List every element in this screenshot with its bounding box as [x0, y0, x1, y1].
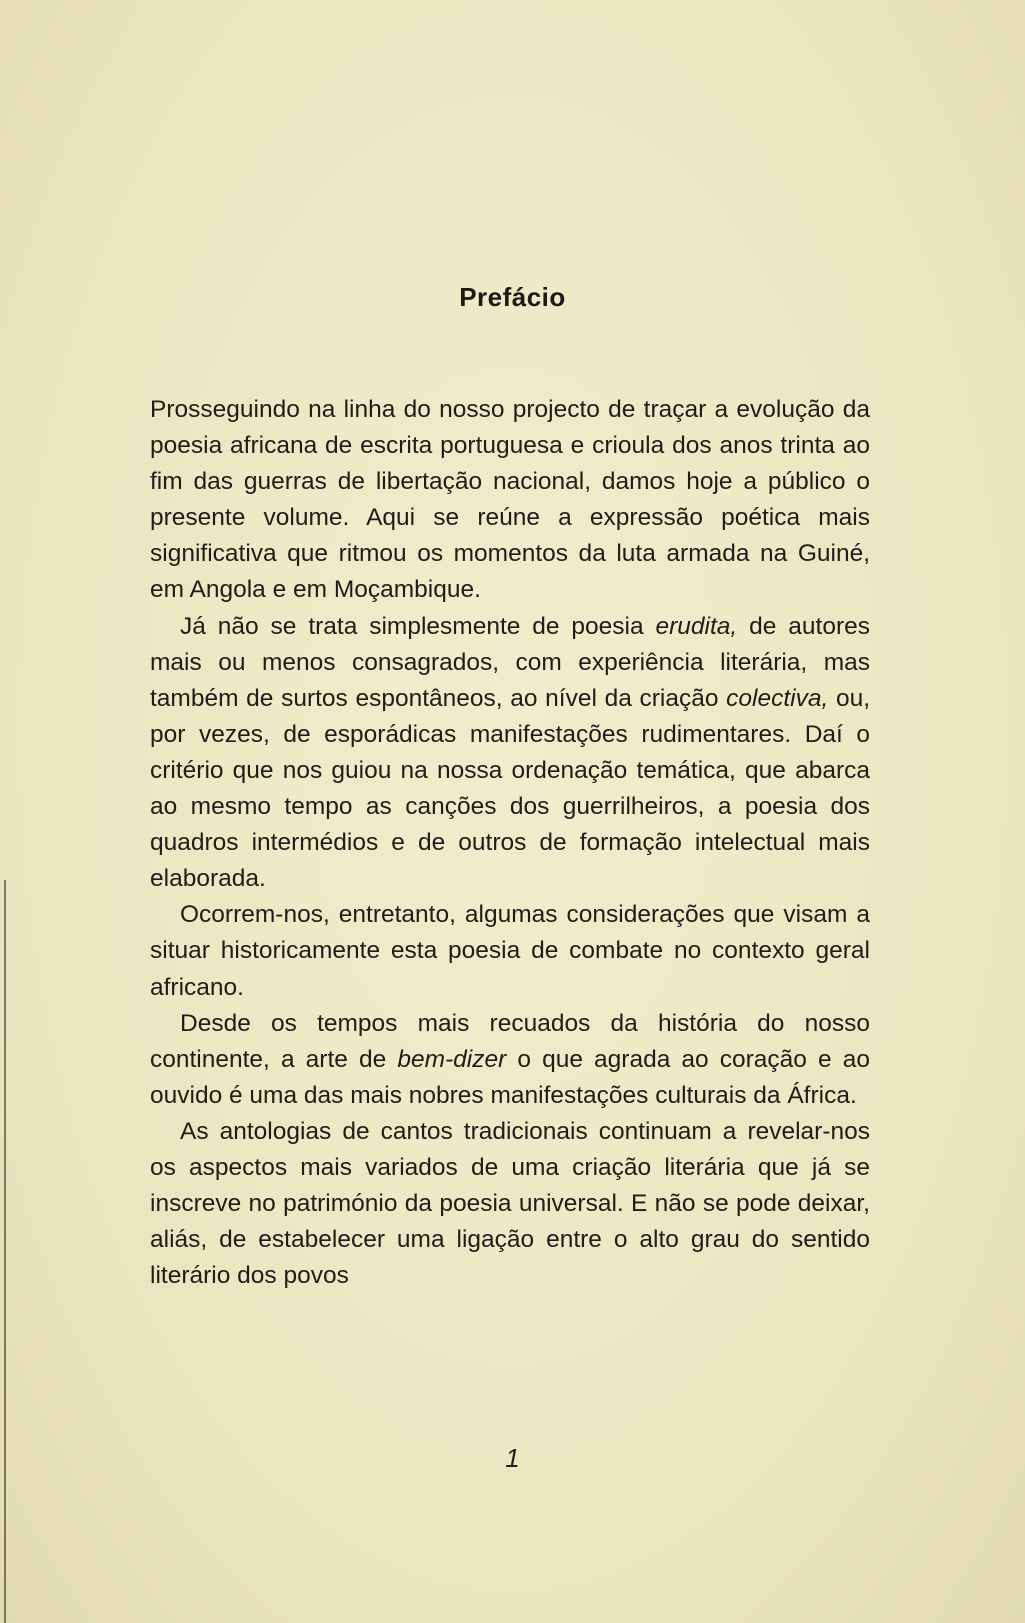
paragraph-5	[150, 1114, 870, 1294]
paragraph-2	[150, 609, 870, 898]
paragraph-4-text-b: o que agrada ao coração e ao ouvido é uma das mais nobres manifestações culturais da África.	[150, 1045, 870, 1109]
italic-colectiva: colectiva,	[726, 684, 829, 712]
page-title: Prefácio	[459, 282, 566, 312]
paragraph-3-text: Ocorrem-nos, entretanto, algumas considerações que visam a situar historicamente esta poesia de combate no contexto geral africano.	[150, 901, 870, 1001]
paragraph-3	[150, 897, 870, 1005]
paragraph-2-text-c: ou, por vezes, de esporádicas manifestações rudimentares. Daí o critério que nos guiou na nossa ordenação temática, que abarca ao mesmo tempo as canções dos guerrilheiros, a poesia dos quadros intermédios e de outros de formação intelectual mais elaborada.	[150, 684, 871, 893]
paragraph-4	[150, 1006, 870, 1114]
paragraph-2-text-b: de autores mais ou menos consagrados, com experiência literária, mas também de surtos espontâneos, ao nível da criação	[150, 612, 870, 712]
paragraph-1-text: Prosseguindo na linha do nosso projecto de traçar a evolução da poesia africana de escrita portuguesa e crioula dos anos trinta ao fim das guerras de libertação nacional, damos hoje a público o presente volume. Aqui se reúne a expressão poética mais significativa que ritmou os momentos da luta armada na Guiné, em Angola e em Moçambique.	[150, 396, 870, 604]
paragraph-4-text-a: Desde os tempos mais recuados da história do nosso continente, a arte de	[150, 1009, 870, 1073]
paragraph-2-text-a: Já não se trata simplesmente de poesia	[180, 612, 656, 640]
page-number: 1	[505, 1443, 520, 1473]
body-text	[150, 392, 870, 1294]
italic-bem-dizer: bem-dizer	[397, 1045, 507, 1073]
paragraph-5-text: As antologias de cantos tradicionais continuam a revelar-nos os aspectos mais variados de uma criação literária que já se inscreve no património da poesia universal. E não se pode deixar, aliás, de estabelecer uma ligação entre o alto grau do sentido literário dos povos	[150, 1117, 870, 1290]
page-edge-shadow	[4, 880, 6, 1623]
italic-erudita: erudita,	[655, 612, 738, 640]
paragraph-1	[150, 392, 870, 609]
